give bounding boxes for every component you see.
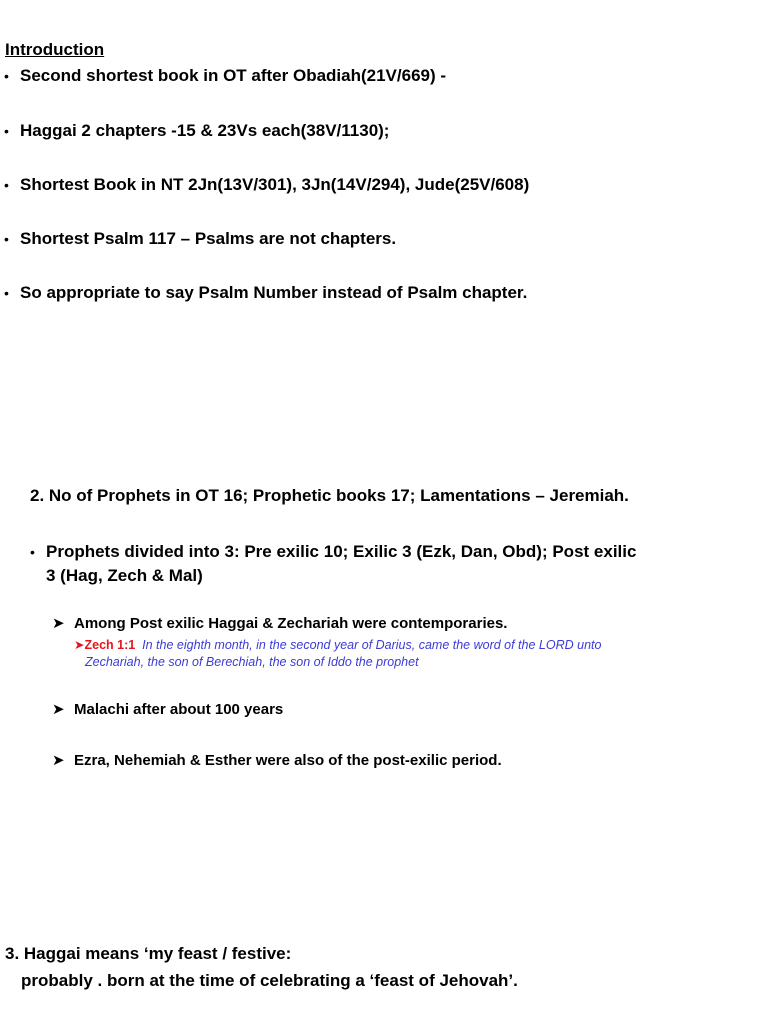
reference-line-2 [74,654,601,671]
sub-item-text: Among Post exilic Haggai & Zechariah were contemporaries. [74,615,508,632]
sub-item-2 [52,700,283,718]
reference-label: Zech 1:1 [84,638,136,652]
bullet-icon: • [30,544,35,560]
arrow-bullet-icon: ➤ [52,701,65,718]
arrow-bullet-icon: ➤ [52,752,65,769]
intro-bullet-5 [4,283,527,303]
section2-bullet [30,540,750,587]
scripture-reference [74,637,601,671]
intro-bullet-text: Shortest Book in NT 2Jn(13V/301), 3Jn(14V/294), Jude(25V/608) [20,175,530,194]
section3-line2: probably . born at the time of celebrating a ‘feast of Jehovah’. [21,971,518,990]
section2-bullet-line1: Prophets divided into 3: Pre exilic 10; Exilic 3 (Ezk, Dan, Obd); Post exilic [46,542,637,561]
bullet-icon: • [4,177,9,193]
bullet-icon: • [4,123,9,139]
intro-bullet-3 [4,175,529,195]
bullet-icon: • [4,231,9,247]
section2-bullet-line2: 3 (Hag, Zech & Mal) [46,566,203,585]
red-arrow-icon: ➤ [74,638,85,652]
intro-heading: Introduction [5,40,105,59]
intro-bullet-1 [4,66,446,86]
reference-line-1 [74,637,601,654]
bullet-icon: • [4,68,9,84]
intro-bullet-text: Haggai 2 chapters -15 & 23Vs each(38V/1130); [20,121,390,140]
section3-line1: 3. Haggai means ‘my feast / festive: [5,944,292,963]
intro-bullet-4 [4,229,396,249]
section2-title: 2. No of Prophets in OT 16; Prophetic books 17; Lamentations – Jeremiah. [30,486,629,505]
intro-bullet-text: Second shortest book in OT after Obadiah(21V/669) - [20,66,447,85]
intro-bullet-text: Shortest Psalm 117 – Psalms are not chapters. [20,229,397,248]
arrow-bullet-icon: ➤ [52,615,65,632]
reference-text-2: Zechariah, the son of Berechiah, the son of Iddo the prophet [85,655,419,669]
sub-item-text: Malachi after about 100 years [74,701,284,718]
sub-item-3 [52,751,502,769]
bullet-icon: • [4,285,9,301]
reference-text-1: In the eighth month, in the second year of Darius, came the word of the LORD unto [142,638,602,652]
sub-item-text: Ezra, Nehemiah & Esther were also of the post-exilic period. [74,752,502,769]
intro-bullet-2 [4,121,389,141]
sub-item-1 [52,614,507,632]
intro-bullet-text: So appropriate to say Psalm Number instead of Psalm chapter. [20,283,528,302]
